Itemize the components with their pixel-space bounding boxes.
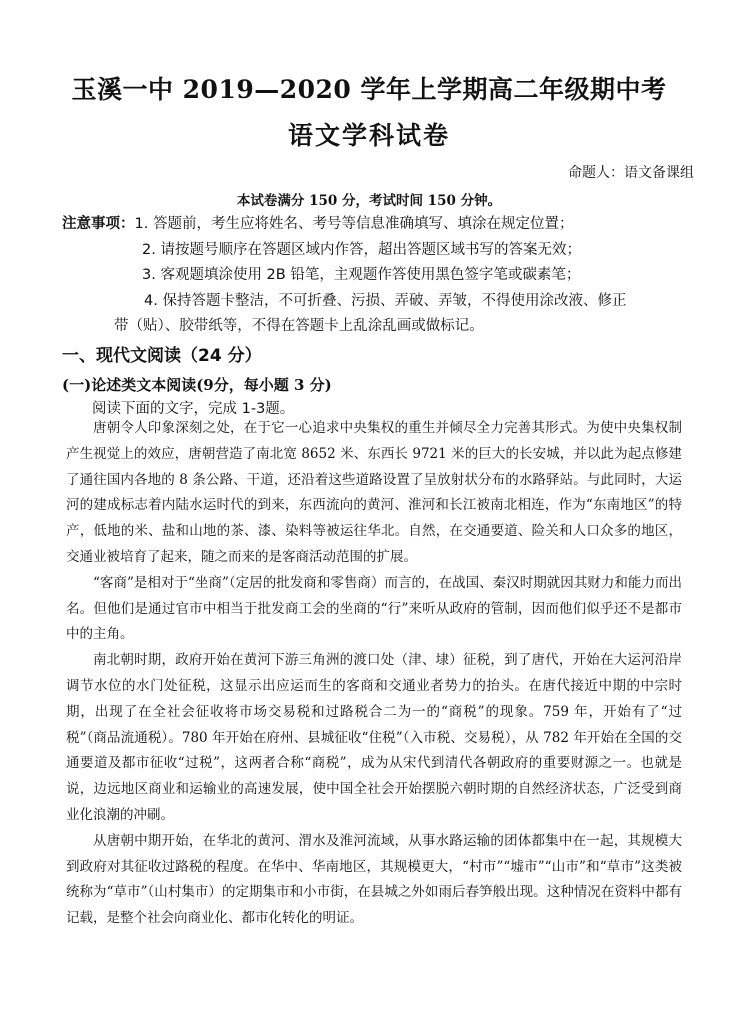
passage-paragraph-3: 南北朝时期，政府开始在黄河下游三角洲的渡口处（津、埭）征税，到了唐代，开始在大运河沿岸调节水位的水门处征税，这显示出应运而生的客商和交通业者势力的抬头。在唐代接近中期的中宗时期，出现了在全社会征收将市场交易税和过路税合二为一的“商税”的现象。759 年，开始有了“过税”（商品流通税）。780 年开始在府州、县城征收“住税”（入市税、交易税），从 782 年开始在全国的交通要道及都市征收“过税”，这两者合称“商税”，成为从宋代到清代各朝政府的重要财源之一。也就是说，边远地区商业和运输业的高速发展，使中国全社会开始摆脱六朝时期的自然经济状态，广泛受到商业化浪潮的冲刷。 <box>66 652 682 823</box>
notice-item-3: 3. 客观题填涂使用 2B 铅笔，主观题作答使用黑色签字笔或碳素笔； <box>142 267 581 283</box>
notice-item-1: 1. 答题前，考生应将姓名、考号等信息准确填写、填涂在规定位置； <box>134 216 574 232</box>
notice-row-1 <box>62 212 692 238</box>
notice-item-4-cont: 带（贴）、胶带纸等，不得在答题卡上乱涂乱画或做标记。 <box>114 318 484 334</box>
notice-item-4: 4. 保持答题卡整洁，不可折叠、污损、弄破、弄皱，不得使用涂改液、修正 <box>144 292 627 309</box>
notice-block <box>62 212 692 340</box>
passage-paragraph-2: “客商”是相对于“坐商”（定居的批发商和零售商）而言的，在战国、秦汉时期就因其财力和能力而出名。但他们是通过官市中相当于批发商工会的坐商的“行”来听从政府的管制，因而他们似乎还不是都市中的主角。 <box>66 574 682 643</box>
reading-instruction: 阅读下面的文字，完成 1-3题。 <box>92 401 295 417</box>
notice-item-2: 2. 请按题号顺序在答题区域内作答，超出答题区域书写的答案无效； <box>142 241 581 258</box>
passage-paragraph-1: 唐朝令人印象深刻之处，在于它一心追求中央集权的重生并倾尽全力完善其形式。为使中央集权制产生视觉上的效应，唐朝营造了南北宽 8652 米、东西长 9721 米的巨大的长安城，并以此为起点修建了通往国内各地的 8 条公路、干道，还沿着这些道路设置了呈放射状分布的水路驿站。与此同时，大运河的建成标志着内陆水运时代的到来，东西流向的黄河、淮河和长江被南北相连，作为“东南地区”的特产，低地的米、盐和山地的茶、漆、染料等被运往华北。自然，在交通要道、险关和人口众多的地区，交通业被培育了起来，随之而来的是客商活动范围的扩展。 <box>66 420 682 565</box>
exam-info: 本试卷满分 150 分，考试时间 150 分钟。 <box>236 193 502 209</box>
section-subtitle: (一)论述类文本阅读(9分，每小题 3 分) <box>62 376 332 394</box>
section-title: 一、现代文阅读（24 分） <box>62 346 262 366</box>
exam-title: 玉溪一中 2019—2020 学年上学期高二年级期中考 <box>71 75 667 104</box>
exam-subject-title: 语文学科试卷 <box>287 121 450 150</box>
author-line: 命题人：语文备课组 <box>568 165 694 181</box>
passage-paragraph-4: 从唐朝中期开始，在华北的黄河、渭水及淮河流域，从事水路运输的团体都集中在一起，其规模大到政府对其征收过路税的程度。在华中、华南地区，其规模更大，“村市”“墟市”“山市”和“草市”这类被统称为“草市”（山村集市）的定期集市和小市街，在县城之外如雨后春笋般出现。这种情况在资料中都有记载，是整个社会向商业化、都市化转化的明证。 <box>66 832 682 927</box>
passage <box>66 416 682 932</box>
notice-label: 注意事项： <box>62 216 135 232</box>
